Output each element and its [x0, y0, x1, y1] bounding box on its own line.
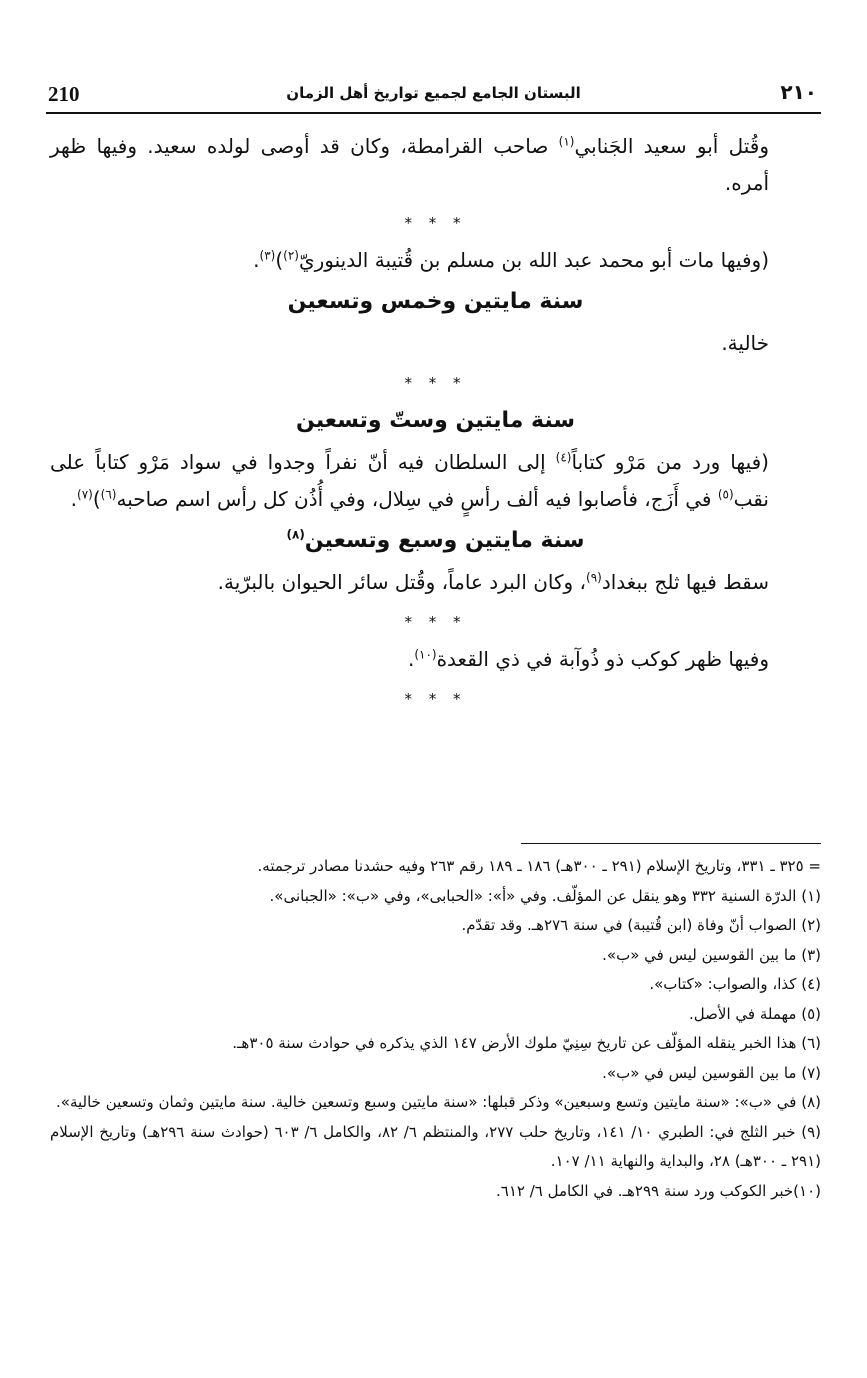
footnote-ref: (٦) — [100, 487, 117, 502]
footnote-5: (٥) مهملة في الأصل. — [689, 1004, 821, 1023]
footnote-2: (٢) الصواب أنّ وفاة (ابن قُتيبة) في سنة ٢٧٦هـ. وقد تقدّم. — [461, 916, 821, 934]
page-number-arabic: ٢١٠ — [780, 80, 817, 104]
section-separator: * * * — [404, 690, 467, 708]
section-separator: * * * — [404, 214, 467, 232]
header-rule — [46, 112, 821, 114]
footnote-9: (٩) خبر الثلج في: الطبري ١٠/ ١٤١، وتاريخ حلب ٢٧٧، والمنتظم ٦/ ٨٢، والكامل ٦/ ٦٠٣ (حوادث سنة ٢٩٦هـ) وتاريخ الإسلام (٢٩١ ـ ٣٠٠هـ) ٢٨، والبداية والنهاية ١١/ ١٠٧. — [50, 1122, 821, 1170]
text-run: ) — [275, 248, 284, 272]
year-heading-297 — [50, 522, 821, 560]
page-header — [46, 80, 821, 112]
running-title: البستان الجامع لجميع تواريخ أهل الزمان — [286, 84, 581, 102]
text-run: . — [407, 647, 415, 671]
paragraph-abu-said — [50, 128, 821, 202]
paragraph-marw-letter — [50, 444, 821, 518]
text-run: وفيها ظهر كوكب ذو ذُوآبة في ذي القعدة — [436, 647, 769, 671]
text-run: سقط فيها ثلج ببغداد — [601, 570, 769, 594]
footnote-1: (١) الدرّة السنية ٣٣٢ وهو ينقل عن المؤلّف. وفي «أ»: «الحبابى»، وفي «ب»: «الجبانى». — [269, 886, 821, 905]
footnote-ref: (٣) — [259, 248, 276, 263]
text-run: إلى السلطان فيه أنّ نفراً وجدوا في سواد مَرْو كتاباً على نقب — [50, 450, 769, 511]
text-run: وقُتل أبو سعيد الجَنابي — [574, 134, 769, 158]
text-run: صاحب القرامطة، وكان قد أوصى لولده سعيد. وفيها ظهر أمره. — [50, 134, 769, 195]
footnote-7: (٧) ما بين القوسين ليس في «ب». — [602, 1063, 821, 1082]
footnote-ref: (١) — [558, 134, 575, 149]
text-run: (فيها ورد من مَرْو كتاباً — [571, 450, 769, 474]
footnote-ref: (٨) — [286, 527, 305, 542]
section-separator: * * * — [404, 613, 467, 631]
footnote-ref: (٤) — [555, 450, 572, 465]
footnote-4: (٤) كذا، والصواب: «كتاب». — [649, 975, 821, 993]
text-run: . — [253, 248, 260, 272]
heading-text: سنة مايتين وسبع وتسعين — [304, 528, 585, 553]
text-run: ) — [92, 487, 101, 511]
year-heading-295: سنة مايتين وخمس وتسعين — [287, 289, 584, 314]
text-run: في أَزَج، فأصابوا فيه ألف رأسٍ في سِلال، وفي أُذُن كل رأس اسم صاحبه — [116, 487, 718, 511]
main-text — [50, 128, 821, 718]
footnote-ref: (٢) — [283, 248, 299, 263]
paragraph-empty-year: خالية. — [721, 331, 769, 355]
text-run: ، وكان البرد عاماً، وقُتل سائر الحيوان بالبرّية. — [217, 570, 587, 594]
footnote-8: (٨) في «ب»: «سنة مايتين وتسع وسبعين» وذكر قبلها: «سنة مايتين وسبع وتسعين خالية. سنة مايتين وثمان وتسعين خالية». — [56, 1093, 821, 1111]
paragraph-snow — [50, 564, 821, 601]
footnote-ref: (١٠) — [414, 647, 437, 662]
footnote-ref: (٧) — [77, 487, 93, 502]
paragraph-comet — [50, 641, 821, 678]
paragraph-ibn-qutayba — [50, 242, 821, 279]
footnotes — [50, 852, 821, 1206]
text-run: . — [70, 487, 77, 511]
footnote-6: (٦) هذا الخبر ينقله المؤلّف عن تاريخ سِنِيّ ملوك الأرض ١٤٧ الذي يذكره في حوادث سنة ٣٠٥هـ. — [232, 1034, 821, 1052]
footnote-rule — [521, 843, 821, 844]
footnote-10: (١٠)خبر الكوكب ورد سنة ٢٩٩هـ. في الكامل ٦/ ٦١٢. — [496, 1181, 821, 1200]
footnote-continuation: = ٣٢٥ ـ ٣٣١، وتاريخ الإسلام (٢٩١ ـ ٣٠٠هـ) ١٨٦ ـ ١٨٩ رقم ٢٦٣ وفيه حشدنا مصادر ترجمته. — [257, 857, 821, 875]
page-number-latin: 210 — [48, 82, 80, 106]
footnote-ref: (٥) — [717, 487, 734, 502]
footnote-ref: (٩) — [586, 570, 602, 585]
text-run: (وفيها مات أبو محمد عبد الله بن مسلم بن قُتيبة الدينوريّ — [298, 248, 769, 272]
year-heading-296: سنة مايتين وستّ وتسعين — [296, 408, 575, 433]
footnote-3: (٣) ما بين القوسين ليس في «ب». — [602, 945, 821, 964]
section-separator: * * * — [404, 374, 467, 392]
